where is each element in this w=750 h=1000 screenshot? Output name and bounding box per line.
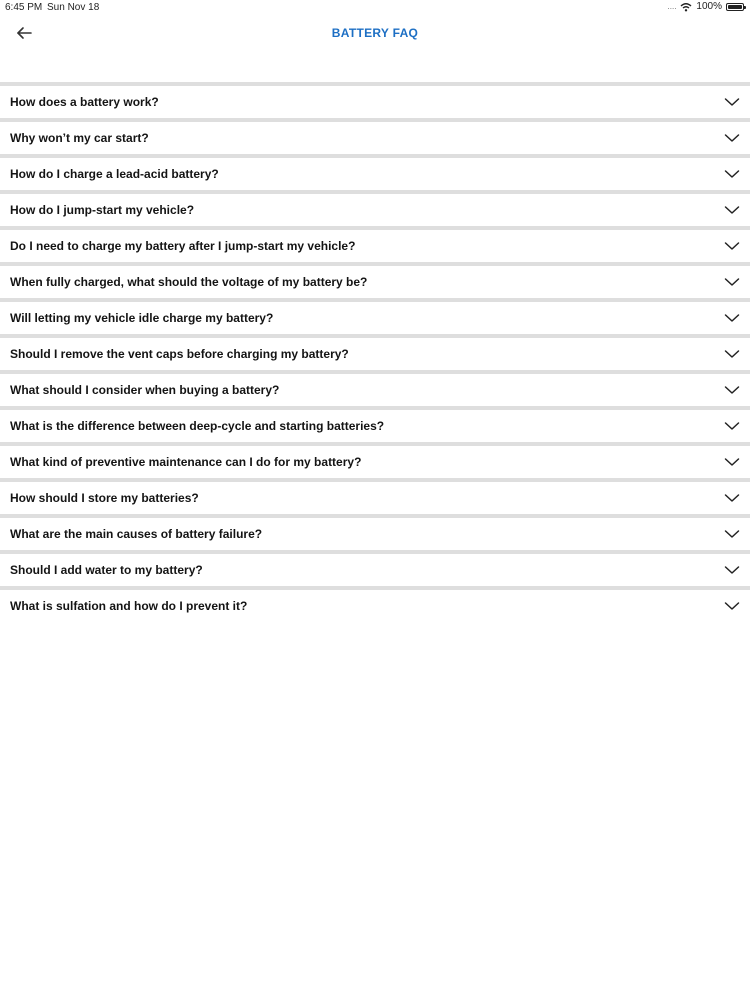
faq-question: What should I consider when buying a battery?	[10, 383, 280, 397]
faq-item[interactable]	[0, 514, 750, 550]
chevron-down-icon	[724, 385, 740, 395]
status-indicators	[668, 1, 744, 12]
faq-item[interactable]	[0, 262, 750, 298]
faq-item[interactable]	[0, 370, 750, 406]
faq-question: Should I remove the vent caps before charging my battery?	[10, 347, 349, 361]
faq-question: Why won’t my car start?	[10, 131, 149, 145]
signal-icon: ....	[667, 2, 677, 11]
faq-item[interactable]	[0, 298, 750, 334]
faq-item[interactable]	[0, 334, 750, 370]
chevron-down-icon	[724, 97, 740, 107]
chevron-down-icon	[724, 313, 740, 323]
faq-item[interactable]	[0, 550, 750, 586]
faq-question: How should I store my batteries?	[10, 491, 199, 505]
status-date: Sun Nov 18	[47, 2, 100, 13]
faq-item[interactable]	[0, 406, 750, 442]
wifi-icon	[680, 2, 692, 12]
faq-item[interactable]	[0, 226, 750, 262]
battery-percent: 100%	[696, 1, 722, 12]
chevron-down-icon	[724, 205, 740, 215]
faq-item[interactable]	[0, 478, 750, 514]
nav-bar	[0, 16, 750, 52]
chevron-down-icon	[724, 529, 740, 539]
faq-question: What are the main causes of battery failure?	[10, 527, 263, 541]
chevron-down-icon	[724, 241, 740, 251]
chevron-down-icon	[724, 457, 740, 467]
faq-item[interactable]	[0, 154, 750, 190]
faq-question: When fully charged, what should the voltage of my battery be?	[10, 275, 368, 289]
chevron-down-icon	[724, 421, 740, 431]
battery-icon	[726, 3, 744, 11]
faq-list	[0, 82, 750, 622]
faq-item[interactable]	[0, 586, 750, 622]
status-time: 6:45 PM	[5, 2, 43, 13]
faq-question: Will letting my vehicle idle charge my battery?	[10, 311, 274, 325]
faq-question: How does a battery work?	[10, 95, 159, 109]
faq-question: Should I add water to my battery?	[10, 563, 203, 577]
page-title: BATTERY FAQ	[331, 26, 419, 40]
chevron-down-icon	[724, 601, 740, 611]
status-bar	[0, 0, 750, 16]
faq-question: Do I need to charge my battery after I jump-start my vehicle?	[10, 239, 356, 253]
faq-question: How do I charge a lead-acid battery?	[10, 167, 219, 181]
faq-item[interactable]	[0, 190, 750, 226]
chevron-down-icon	[724, 565, 740, 575]
faq-question: How do I jump-start my vehicle?	[10, 203, 195, 217]
faq-question: What is sulfation and how do I prevent it?	[10, 599, 248, 613]
chevron-down-icon	[724, 349, 740, 359]
faq-item[interactable]	[0, 442, 750, 478]
faq-item[interactable]	[0, 118, 750, 154]
chevron-down-icon	[724, 133, 740, 143]
chevron-down-icon	[724, 169, 740, 179]
chevron-down-icon	[724, 277, 740, 287]
faq-item[interactable]	[0, 82, 750, 118]
faq-question: What kind of preventive maintenance can I do for my battery?	[10, 455, 362, 469]
faq-question: What is the difference between deep-cycle and starting batteries?	[10, 419, 385, 433]
chevron-down-icon	[724, 493, 740, 503]
